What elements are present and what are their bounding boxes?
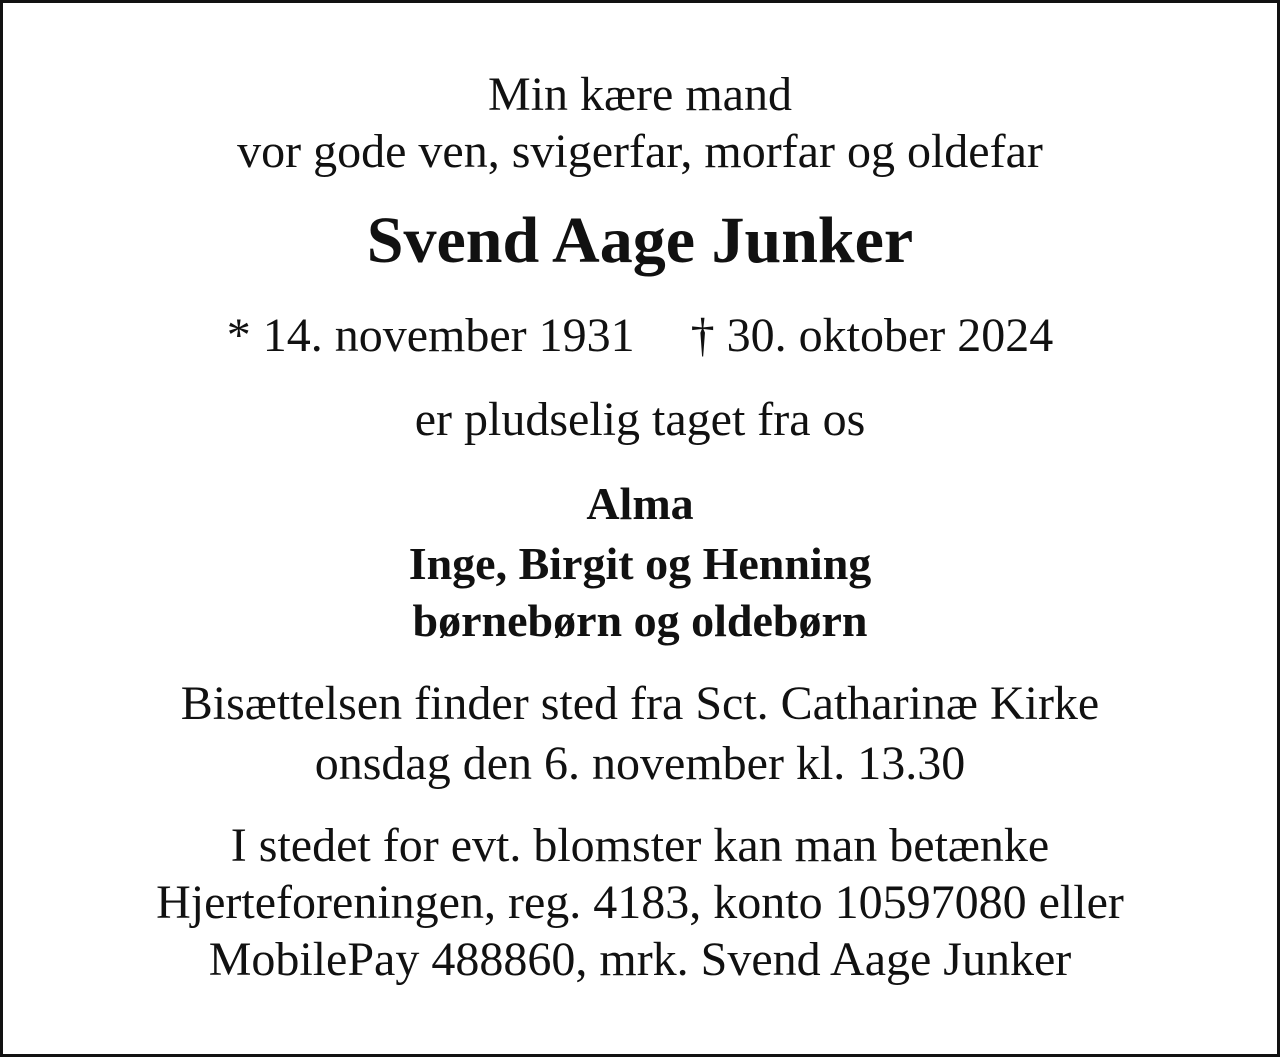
birth-date: * 14. november 1931	[226, 309, 635, 362]
life-dates	[3, 306, 1277, 366]
family-spouse: Alma	[586, 478, 694, 529]
donation-line-3: MobilePay 488860, mrk. Svend Aage Junker	[208, 933, 1072, 986]
funeral-time: onsdag den 6. november kl. 13.30	[314, 737, 966, 790]
donation-line-2: Hjerteforeningen, reg. 4183, konto 10597080 eller	[156, 876, 1124, 929]
donation-line-1: I stedet for evt. blomster kan man betænke	[230, 819, 1050, 872]
family-children: Inge, Birgit og Henning	[408, 538, 872, 589]
family-grandchildren: børnebørn og oldebørn	[412, 595, 868, 646]
funeral-place: Bisættelsen finder sted fra Sct. Catharinæ Kirke	[180, 677, 1100, 730]
intro-line-1: Min kære mand	[488, 68, 792, 121]
death-date: † 30. oktober 2024	[690, 309, 1054, 362]
passing-message: er pludselig taget fra os	[414, 393, 866, 446]
intro-line-2: vor gode ven, svigerfar, morfar og oldefar	[237, 125, 1043, 178]
deceased-name: Svend Aage Junker	[366, 204, 914, 277]
